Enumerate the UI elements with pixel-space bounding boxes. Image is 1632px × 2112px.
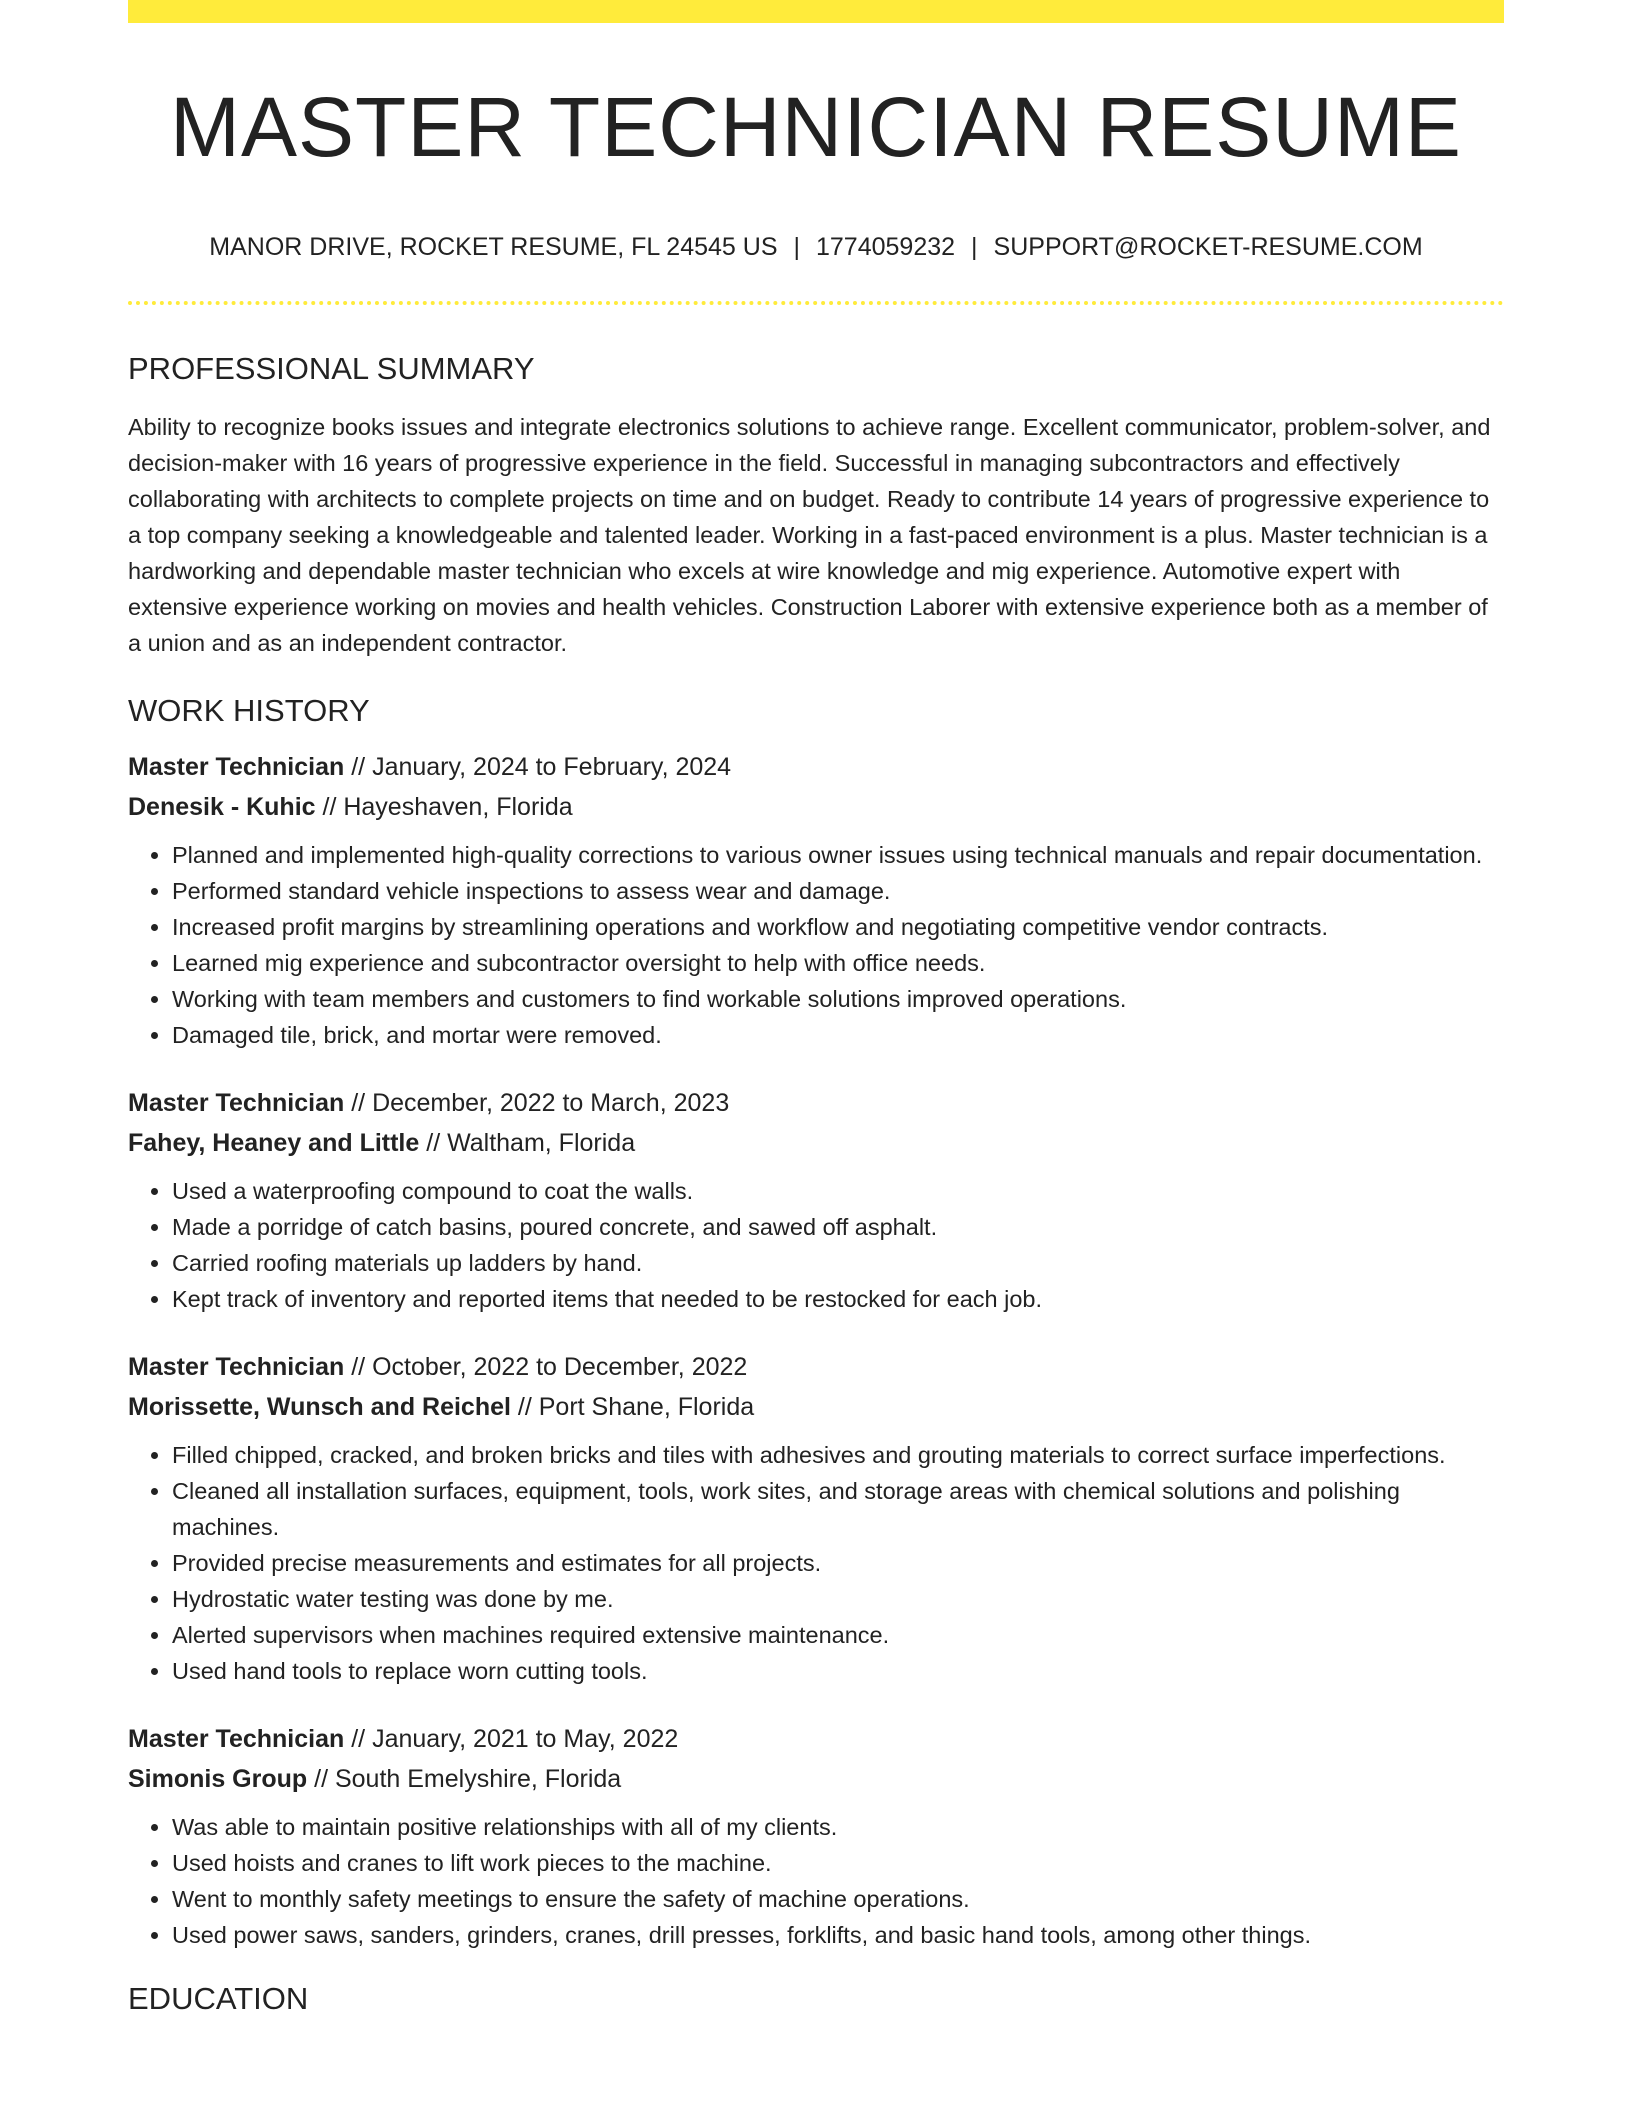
job-bullet: • Cleaned all installation surfaces, equipment, tools, work sites, and storage areas with chemical solutions and polishing machines. bbox=[172, 1473, 1504, 1545]
dotted-divider bbox=[128, 301, 1504, 305]
contact-address: MANOR DRIVE, ROCKET RESUME, FL 24545 US bbox=[209, 233, 778, 261]
job-title-line bbox=[128, 747, 1504, 787]
contact-email: SUPPORT@ROCKET-RESUME.COM bbox=[993, 233, 1423, 261]
accent-top-bar bbox=[128, 0, 1504, 23]
contact-line bbox=[128, 235, 1504, 260]
work-history-heading: WORK HISTORY bbox=[128, 693, 370, 728]
contact-separator: | bbox=[793, 233, 800, 261]
job-company-line bbox=[128, 1759, 1504, 1799]
job-bullet: • Filled chipped, cracked, and broken bricks and tiles with adhesives and grouting materials to correct surface imperfections. bbox=[172, 1437, 1504, 1473]
job-bullets bbox=[128, 1809, 1504, 1953]
job-role: Master Technician bbox=[128, 1725, 345, 1753]
job-company: Simonis Group bbox=[128, 1765, 308, 1793]
job-entry bbox=[128, 1347, 1504, 1689]
job-entry bbox=[128, 1083, 1504, 1317]
job-bullet: • Was able to maintain positive relationships with all of my clients. bbox=[172, 1809, 1504, 1845]
job-entry bbox=[128, 1719, 1504, 1953]
job-bullet: • Provided precise measurements and estimates for all projects. bbox=[172, 1545, 1504, 1581]
job-dates: // January, 2021 to May, 2022 bbox=[344, 1725, 679, 1753]
contact-phone: 1774059232 bbox=[816, 233, 956, 261]
job-dates: // January, 2024 to February, 2024 bbox=[344, 753, 732, 781]
job-bullet: • Damaged tile, brick, and mortar were removed. bbox=[172, 1017, 1504, 1053]
job-bullets bbox=[128, 1437, 1504, 1689]
job-company: Morissette, Wunsch and Reichel bbox=[128, 1393, 511, 1421]
job-title-line bbox=[128, 1347, 1504, 1387]
job-bullet: • Planned and implemented high-quality corrections to various owner issues using technical manuals and repair documentation. bbox=[172, 837, 1504, 873]
job-location: // South Emelyshire, Florida bbox=[307, 1765, 622, 1793]
job-company-line bbox=[128, 1123, 1504, 1163]
education-heading: EDUCATION bbox=[128, 1981, 309, 2016]
job-bullet: • Carried roofing materials up ladders by hand. bbox=[172, 1245, 1504, 1281]
contact-separator: | bbox=[971, 233, 978, 261]
resume-title: MASTER TECHNICIAN RESUME bbox=[170, 80, 1462, 174]
job-role: Master Technician bbox=[128, 1353, 345, 1381]
job-bullet: • Learned mig experience and subcontractor oversight to help with office needs. bbox=[172, 945, 1504, 981]
job-bullet: • Alerted supervisors when machines required extensive maintenance. bbox=[172, 1617, 1504, 1653]
job-role: Master Technician bbox=[128, 753, 345, 781]
job-bullet: • Used hoists and cranes to lift work pieces to the machine. bbox=[172, 1845, 1504, 1881]
job-company: Denesik - Kuhic bbox=[128, 793, 316, 821]
job-company-line bbox=[128, 787, 1504, 827]
job-dates: // October, 2022 to December, 2022 bbox=[344, 1353, 748, 1381]
job-bullet: • Used hand tools to replace worn cutting tools. bbox=[172, 1653, 1504, 1689]
job-bullet: • Used a waterproofing compound to coat the walls. bbox=[172, 1173, 1504, 1209]
job-bullets bbox=[128, 1173, 1504, 1317]
job-bullet: • Performed standard vehicle inspections to assess wear and damage. bbox=[172, 873, 1504, 909]
job-bullet: • Used power saws, sanders, grinders, cranes, drill presses, forklifts, and basic hand tools, among other things. bbox=[172, 1917, 1504, 1953]
resume-page bbox=[128, 0, 1504, 2014]
job-dates: // December, 2022 to March, 2023 bbox=[344, 1089, 730, 1117]
job-location: // Waltham, Florida bbox=[419, 1129, 636, 1157]
job-bullets bbox=[128, 837, 1504, 1053]
summary-text: Ability to recognize books issues and integrate electronics solutions to achieve range. Excellent communicator, problem-solver, and decision-maker with 16 years of progressive experience in the field. Successful in managing subcontractors and effectively collaborating with architects to complete projects on time and on budget. Ready to contribute 14 years of progressive experience to a top company seeking a knowledgeable and talented leader. Working in a fast-paced environment is a plus. Master technician is a hardworking and dependable master technician who excels at wire knowledge and mig experience. Automotive expert with extensive experience working on movies and health vehicles. Construction Laborer with extensive experience both as a member of a union and as an independent contractor. bbox=[128, 414, 1491, 656]
summary-heading: PROFESSIONAL SUMMARY bbox=[128, 351, 535, 386]
job-title-line bbox=[128, 1083, 1504, 1123]
job-bullet: • Made a porridge of catch basins, poured concrete, and sawed off asphalt. bbox=[172, 1209, 1504, 1245]
job-bullet: • Went to monthly safety meetings to ensure the safety of machine operations. bbox=[172, 1881, 1504, 1917]
job-bullet: • Kept track of inventory and reported items that needed to be restocked for each job. bbox=[172, 1281, 1504, 1317]
job-company-line bbox=[128, 1387, 1504, 1427]
job-entry bbox=[128, 747, 1504, 1053]
job-company: Fahey, Heaney and Little bbox=[128, 1129, 420, 1157]
job-title-line bbox=[128, 1719, 1504, 1759]
job-location: // Port Shane, Florida bbox=[510, 1393, 755, 1421]
job-bullet: • Working with team members and customers to find workable solutions improved operations. bbox=[172, 981, 1504, 1017]
job-bullet: • Hydrostatic water testing was done by me. bbox=[172, 1581, 1504, 1617]
job-role: Master Technician bbox=[128, 1089, 345, 1117]
job-location: // Hayeshaven, Florida bbox=[315, 793, 573, 821]
job-bullet: • Increased profit margins by streamlining operations and workflow and negotiating competitive vendor contracts. bbox=[172, 909, 1504, 945]
